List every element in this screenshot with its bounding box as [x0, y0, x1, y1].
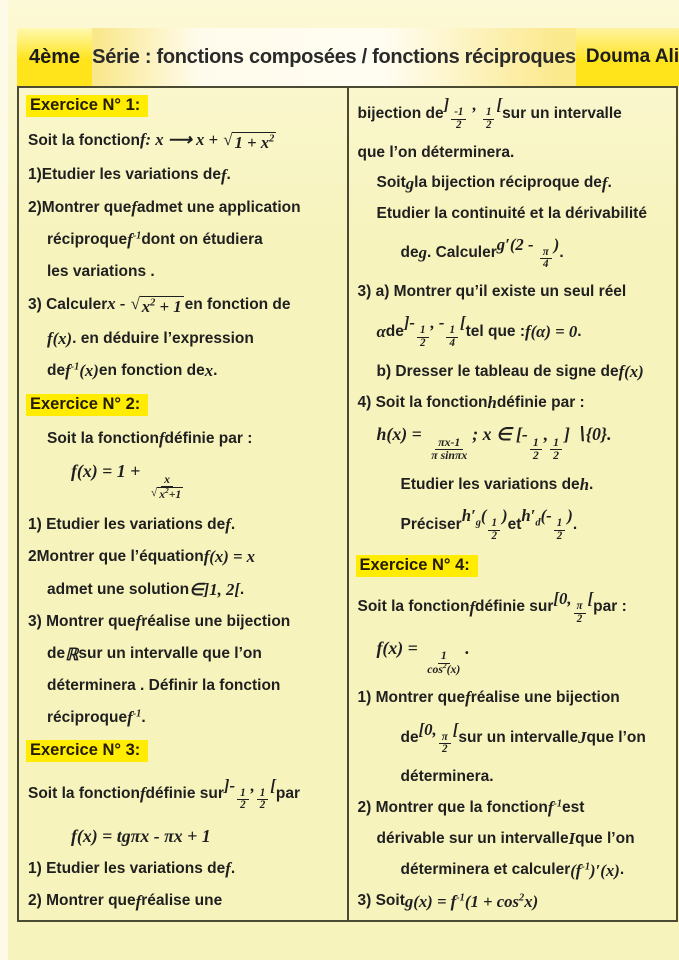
text-line: Soit la fonction f définie sur ]- $\frac{1}{2}$ , $\frac{1}{2}$ [ par [28, 775, 300, 812]
text-line: 1) Montrer que f réalise une bijection [357, 688, 620, 708]
formula-line: f(x) = $\frac{1}{\cos^2(x)}$ . [376, 637, 470, 676]
right-column [349, 88, 677, 920]
text-line: b) Dresser le tableau de signe de f(x) [376, 361, 644, 381]
text-line: f(x) . en déduire l’expression [47, 329, 254, 349]
exercise-heading-highlight: Exercice N° 3: [26, 740, 148, 762]
author-name: Douma Ali [576, 28, 679, 86]
text-line: de [0, $\frac{\pi}{2}$ [ sur un intervalle J que l’on [400, 719, 646, 756]
formula-line: h(x) = $\frac{\pi x-1}{\text{π sinπx}}$ ; x ∈ [- $\frac{1}{2}$ , $\frac{1}{2}$ ] ∖{0}. [376, 424, 612, 463]
exercise-heading [355, 555, 675, 577]
text-line: 3) a) Montrer qu’il existe un seul réel [357, 283, 627, 301]
text-line: Etudier la continuité et la dérivabilité [376, 204, 647, 222]
text-line: 3) Montrer que f réalise une bijection [28, 612, 291, 632]
text-line: de g . Calculer g′(2 - $\frac{\pi}{4}$ ) . [400, 234, 564, 271]
exercise-heading-highlight: Exercice N° 4: [356, 555, 478, 577]
text-line: Soit la fonction f définie par : [47, 429, 253, 449]
text-line: déterminera . Définir la fonction [47, 677, 281, 695]
text-line: Etudier les variations de h . [400, 474, 594, 494]
worksheet-title: Série : fonctions composées / fonctions réciproques [92, 28, 576, 86]
text-line: bijection de ] $\frac{-1}{2}$ , $\frac{1}{2}$ [ sur un intervalle [357, 95, 622, 131]
text-line: 2)Montrer que f admet une application [28, 197, 301, 217]
text-line: réciproque $f^{-1}$ dont on étudiera [47, 230, 263, 250]
text-line: de $f^{-1}(x)$ en fonction de x . [47, 361, 218, 381]
text-line: 1) Etudier les variations de f . [28, 515, 236, 535]
text-line: les variations . [47, 262, 155, 280]
exercise-heading-highlight: Exercice N° 2: [26, 394, 148, 416]
exercise-heading-highlight: Exercice N° 1: [26, 95, 148, 117]
text-line: que l’on déterminera. [357, 143, 515, 161]
text-line: 1) Etudier les variations de f . [28, 859, 236, 879]
text-line: 3) Soit $g(x) = f^{-1}(1 + \cos^2x)$ [357, 891, 539, 911]
exercise-heading [25, 95, 345, 117]
text-line: Soit la fonction f définie sur [0, $\frac{\pi}{2}$ [ par : [357, 588, 627, 625]
text-line: admet une solution ∈ ]1, 2[ . [47, 579, 245, 599]
text-line: réciproque $f^{-1}$ . [47, 707, 146, 727]
text-line: dérivable sur un intervalle I que l’on [376, 829, 635, 849]
text-line: déterminera et calculer $(f^{-1})'(x)$ . [400, 860, 625, 880]
exercise-heading [25, 740, 345, 762]
worksheet-header [17, 28, 678, 86]
text-line: Soit la fonction f: x ⟶ x + √ $1 + x^2$ [28, 130, 275, 153]
formula-line: f(x) = 1 + x √ $x^2+1$ [71, 461, 182, 502]
text-line: 3) Calculer x - √ $x^2 + 1$ en fonction de [28, 293, 291, 316]
text-line: 1)Etudier les variations de f . [28, 165, 231, 185]
text-line: Préciser $h'_g$( $\frac{1}{2}$ ) et $h'_d(-$ $\frac{1}{2}$ ) . [400, 506, 578, 543]
text-line: 2Montrer que l’équation f(x) = x [28, 547, 256, 567]
text-line: de ℝ sur un intervalle que l’on [47, 644, 262, 664]
text-line: 2) Montrer que la fonction $f^{-1}$ est [357, 798, 585, 818]
text-line: Soit g la bijection réciproque de f . [376, 173, 612, 193]
text-line: 2) Montrer que f réalise une [28, 891, 223, 911]
text-line: 4) Soit la fonction h définie par : [357, 393, 585, 413]
grade-level-label: 4ème [17, 28, 92, 86]
text-line: α de ]- $\frac{1}{2}$ , - $\frac{1}{4}$ [ tel que : f(α) = 0 . [376, 313, 582, 349]
exercise-heading [25, 394, 345, 416]
left-column [19, 88, 349, 920]
worksheet-body [17, 86, 678, 922]
text-line: déterminera. [400, 768, 494, 786]
formula-line: f(x) = tgπx - πx + 1 [71, 825, 211, 846]
